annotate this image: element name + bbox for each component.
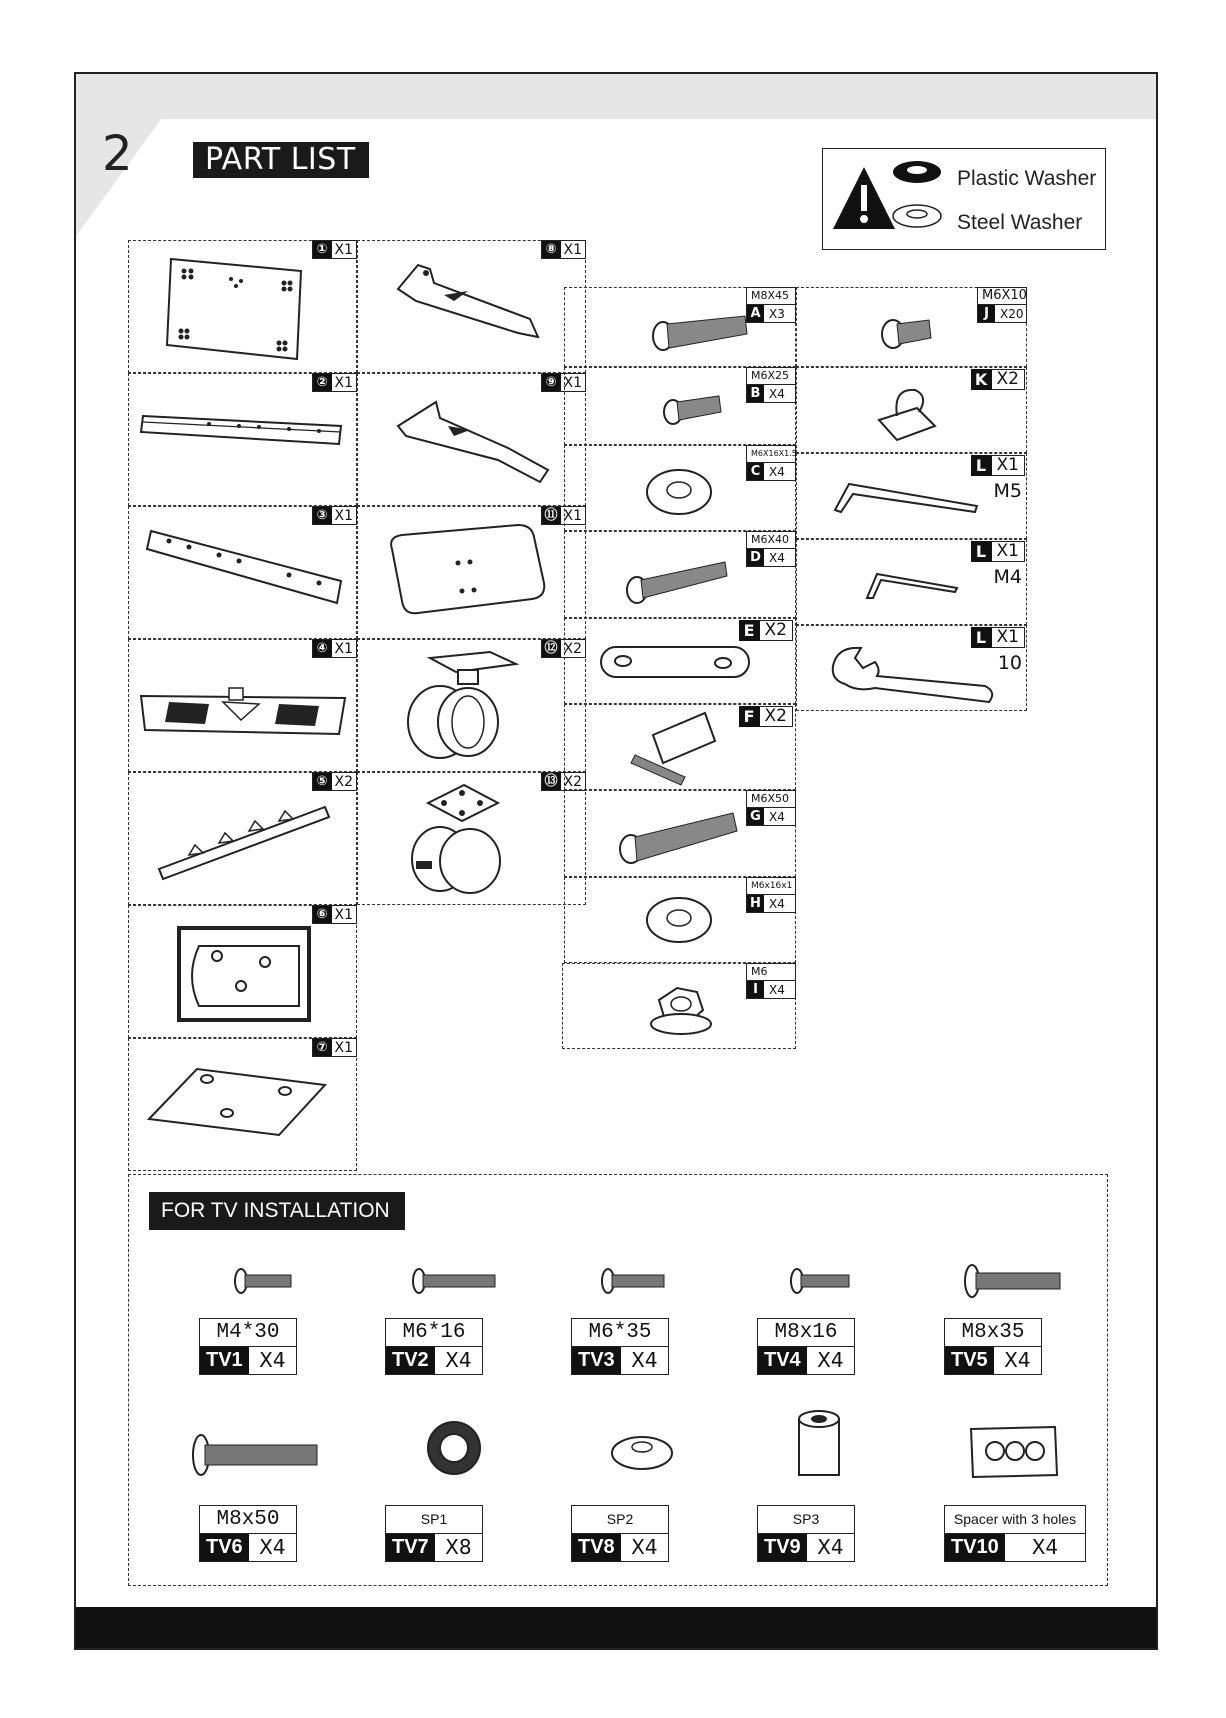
cable-clip-icon [797, 368, 1028, 454]
page-number: 2 [102, 126, 133, 182]
spanner-icon [797, 626, 1028, 712]
hex-key-icon [797, 540, 1028, 626]
hardware-cell-K [796, 367, 1027, 453]
hook-rail-icon [129, 773, 358, 906]
tv-part-label-6: M8x50 TV6 X4 [199, 1505, 297, 1562]
spacer-plate-icon [965, 1417, 1065, 1487]
caster-wheel-icon [358, 640, 587, 773]
hardware-tag: M6X40 D X4 [746, 531, 796, 567]
part-cell-9 [357, 373, 586, 506]
header-wedge [76, 74, 194, 236]
wrench-size: 10 [997, 652, 1022, 674]
washer-icon [565, 446, 797, 532]
bolt-icon [565, 288, 797, 368]
screw-icon [769, 1261, 889, 1301]
hardware-tag: L X1 [971, 627, 1025, 648]
screw-icon [584, 1261, 704, 1301]
tv-part-label-4: M8x16 TV4 X4 [757, 1318, 855, 1375]
hardware-tag: E X2 [739, 620, 793, 641]
part-cell-3 [128, 506, 357, 639]
page-title: PART LIST [193, 142, 369, 178]
hardware-cell-C [564, 445, 796, 531]
hardware-cell-L-10 [796, 625, 1027, 711]
hardware-tag: L X1 [971, 541, 1025, 562]
tv-part-label-1: M4*30 TV1 X4 [199, 1318, 297, 1375]
hardware-cell-H [564, 877, 796, 963]
bracket-icon [358, 241, 587, 374]
mount-rail-icon [129, 640, 358, 773]
part-cell-1 [128, 240, 357, 373]
shelf-panel-icon [129, 906, 358, 1039]
hardware-tag: F X2 [739, 706, 793, 727]
bolt-icon [797, 288, 1028, 368]
locking-caster-icon [358, 773, 587, 906]
steel-washer-icon [889, 201, 949, 231]
hardware-tag: M8X45 A X3 [746, 287, 796, 323]
link-plate-icon [565, 619, 797, 705]
page-frame [74, 72, 1158, 1650]
screw-icon [213, 1261, 333, 1301]
hardware-tag: M6 I X4 [746, 963, 796, 999]
spacer-ring-icon [419, 1413, 489, 1483]
bolt-icon [565, 368, 797, 446]
screw-icon [399, 1261, 519, 1301]
bolt-icon [565, 532, 797, 619]
spacer-washer-icon [607, 1425, 677, 1475]
hardware-cell-L-M5 [796, 453, 1027, 539]
hardware-cell-D [564, 531, 796, 618]
nut-icon [563, 964, 797, 1050]
part-tag: ④ X1 [312, 639, 358, 658]
hardware-cell-B [564, 367, 796, 445]
tv-section-title: FOR TV INSTALLATION [149, 1192, 405, 1230]
hardware-tag: L X1 [971, 455, 1025, 476]
part-tag: ① X1 [312, 240, 358, 259]
hardware-cell-J [796, 287, 1027, 367]
plastic-washer-label: Plastic Washer [957, 167, 1097, 190]
part-cell-8 [357, 240, 586, 373]
tv-part-label-10: Spacer with 3 holes TV10 X4 [944, 1505, 1086, 1562]
wrench-size: M4 [993, 566, 1022, 588]
part-cell-6 [128, 905, 357, 1038]
hardware-tag: M6x16x1 H X4 [746, 877, 796, 913]
washer-notice [822, 148, 1106, 250]
tv-part-label-8: SP2 TV8 X4 [571, 1505, 669, 1562]
long-screw-icon [189, 1425, 329, 1485]
part-tag: ⑦ X1 [312, 1038, 358, 1057]
hardware-cell-A [564, 287, 796, 367]
tv-part-label-7: SP1 TV7 X8 [385, 1505, 483, 1562]
washer-icon [565, 878, 797, 964]
hardware-tag: M6X50 G X4 [746, 790, 796, 826]
bracket-plate-icon [129, 1039, 358, 1172]
part-tag: ⑨ X1 [541, 373, 587, 392]
hardware-cell-F [564, 704, 796, 790]
footer-band [76, 1607, 1156, 1648]
part-cell-5 [128, 772, 357, 905]
tv-part-label-3: M6*35 TV3 X4 [571, 1318, 669, 1375]
part-tag: ⑬ X2 [541, 772, 587, 791]
hardware-tag: M6X16X1.5 C X4 [746, 445, 796, 481]
rail-icon [129, 507, 358, 640]
hardware-cell-L-M4 [796, 539, 1027, 625]
rail-icon [129, 374, 358, 507]
part-tag: ③ X1 [312, 506, 358, 525]
steel-washer-label: Steel Washer [957, 211, 1083, 234]
part-cell-4 [128, 639, 357, 772]
hex-key-icon [797, 454, 1028, 540]
wall-plate-icon [129, 241, 358, 374]
hardware-tag: M6X10 J X20 [977, 287, 1027, 323]
part-tag: ⑫ X2 [541, 639, 587, 658]
hardware-cell-E [564, 618, 796, 704]
clamp-bolt-icon [565, 705, 797, 791]
part-cell-2 [128, 373, 357, 506]
part-cell-11 [357, 506, 586, 639]
wrench-size: M5 [993, 480, 1022, 502]
hardware-cell-I [562, 963, 796, 1049]
tv-part-label-2: M6*16 TV2 X4 [385, 1318, 483, 1375]
spacer-tube-icon [789, 1407, 849, 1487]
tv-part-label-9: SP3 TV9 X4 [757, 1505, 855, 1562]
part-cell-13 [357, 772, 586, 905]
tv-part-label-5: M8x35 TV5 X4 [944, 1318, 1042, 1375]
part-tag: ⑤ X2 [312, 772, 358, 791]
part-cell-7 [128, 1038, 357, 1171]
hardware-tag: M6X25 B X4 [746, 367, 796, 403]
hardware-tag: K X2 [971, 369, 1025, 390]
plate-icon [358, 507, 587, 640]
part-tag: ② X1 [312, 373, 358, 392]
plastic-washer-icon [889, 157, 949, 187]
part-tag: ⑧ X1 [541, 240, 587, 259]
bracket-icon [358, 374, 587, 507]
tv-installation-panel [128, 1174, 1108, 1586]
screw-icon [954, 1259, 1074, 1303]
hardware-cell-G [564, 790, 796, 877]
part-tag: ⑪ X1 [541, 506, 587, 525]
part-tag: ⑥ X1 [312, 905, 358, 924]
bolt-icon [565, 791, 797, 878]
part-cell-12 [357, 639, 586, 772]
header-band [76, 74, 1156, 119]
